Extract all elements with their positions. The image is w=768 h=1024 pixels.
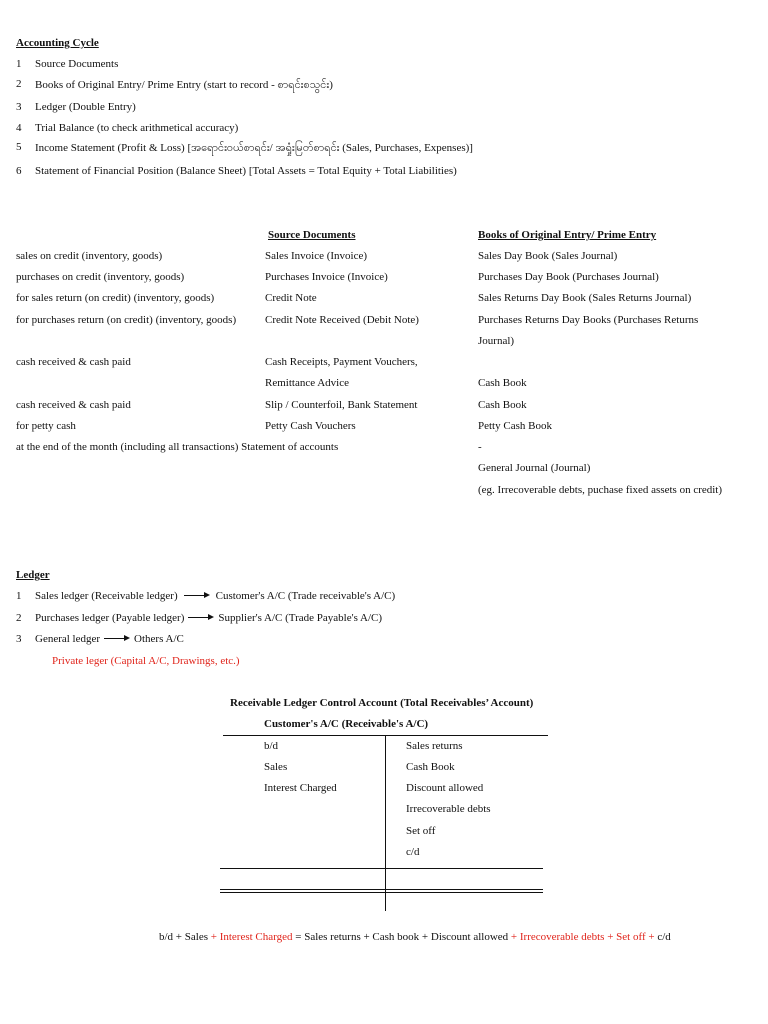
- cycle-item-number: 1: [16, 58, 22, 70]
- ledger-name: Sales ledger (Receivable ledger): [35, 590, 178, 602]
- private-ledger-note: Private leger (Capital A/C, Drawings, etc.): [52, 655, 240, 667]
- prime-entry-book-cell: Cash Book: [478, 399, 527, 411]
- prime-entry-book-cell: Sales Returns Day Book (Sales Returns Journal): [478, 292, 692, 304]
- credit-entry: Discount allowed: [406, 782, 484, 794]
- ledger-item-number: 2: [16, 612, 22, 624]
- control-account-title: Receivable Ledger Control Account (Total Receivables’ Account): [230, 697, 534, 709]
- debit-entry: b/d: [264, 740, 279, 752]
- cycle-item-1: [16, 58, 119, 70]
- source-document-cell: Slip / Counterfoil, Bank Statement: [265, 399, 418, 411]
- ledger-name: Purchases ledger (Payable ledger): [35, 612, 185, 624]
- balance-formula: [159, 931, 671, 943]
- source-document-cell: Credit Note Received (Debit Note): [265, 314, 419, 326]
- ledger-account: Customer's A/C (Trade receivable's A/C): [215, 590, 396, 602]
- right-arrow-icon: [184, 592, 210, 600]
- ledger-item-number: 1: [16, 590, 22, 602]
- credit-entry: Irrecoverable debts: [406, 803, 491, 815]
- debit-entry: Sales: [264, 761, 288, 773]
- ledger-item-row: [35, 612, 382, 624]
- cycle-item-text: Trial Balance (to check arithmetical accuracy): [35, 122, 239, 134]
- credit-entry: c/d: [406, 846, 420, 858]
- ledger-account: Supplier's A/C (Trade Payable's A/C): [218, 612, 383, 624]
- cycle-item-number: 2: [16, 78, 22, 90]
- formula-part: + Interest Charged: [210, 931, 293, 943]
- cycle-item-text: Source Documents: [35, 58, 119, 70]
- prime-entry-book-cell: Purchases Day Book (Purchases Journal): [478, 271, 659, 283]
- transaction-cell: for sales return (on credit) (inventory, goods): [16, 292, 215, 304]
- cycle-item-number: 6: [16, 165, 22, 177]
- formula-part: = Sales returns + Cash book + Discount allowed: [292, 931, 511, 943]
- transaction-cell: sales on credit (inventory, goods): [16, 250, 163, 262]
- t-account-double-rule-bottom: [220, 892, 543, 893]
- cycle-item-2: [16, 78, 333, 91]
- prime-entry-book-cell: Petty Cash Book: [478, 420, 552, 432]
- ledger-item-number: 3: [16, 633, 22, 645]
- transaction-cell: cash received & cash paid: [16, 399, 131, 411]
- transaction-cell: cash received & cash paid: [16, 356, 131, 368]
- transaction-cell: for petty cash: [16, 420, 76, 432]
- cycle-item-3: [16, 101, 136, 113]
- prime-entry-book-cell: Purchases Returns Day Books (Purchases Returns: [478, 314, 699, 326]
- transaction-cell: for purchases return (on credit) (inventory, goods): [16, 314, 237, 326]
- ledger-item-1: [16, 590, 396, 602]
- source-document-cell: Sales Invoice (Invoice): [265, 250, 368, 262]
- prime-entry-book-cell: Journal): [478, 335, 515, 347]
- ledger-heading: Ledger: [16, 569, 50, 581]
- transaction-cell: purchases on credit (inventory, goods): [16, 271, 185, 283]
- prime-entry-book-cell: -: [478, 441, 482, 453]
- source-document-cell: Petty Cash Vouchers: [265, 420, 356, 432]
- cycle-item-number: 5: [16, 141, 22, 153]
- ledger-item-row: [35, 590, 395, 602]
- right-arrow-icon: [104, 635, 130, 643]
- source-document-cell: Cash Receipts, Payment Vouchers,: [265, 356, 418, 368]
- ledger-item-3: [16, 633, 184, 645]
- prime-entry-book-cell: Cash Book: [478, 377, 527, 389]
- ledger-item-row: [35, 633, 184, 645]
- ledger-item-2: [16, 612, 383, 624]
- cycle-item-5: [16, 141, 473, 154]
- t-account-divider: [385, 735, 386, 911]
- cycle-item-text: Statement of Financial Position (Balance Sheet) [Total Assets = Total Equity + Total Liabilities): [35, 165, 457, 177]
- cycle-item-text: Income Statement (Profit & Loss) [အရောင်းဝယ်စာရင်း/ အရှုံးမြတ်စာရင်း (Sales, Purchases, Expenses)]: [35, 142, 473, 154]
- ledger-name: General ledger: [35, 633, 101, 645]
- prime-entry-book-cell: Sales Day Book (Sales Journal): [478, 250, 618, 262]
- cycle-item-6: [16, 165, 457, 177]
- prime-entry-book-cell: General Journal (Journal): [478, 462, 591, 474]
- t-account-double-rule-top: [220, 889, 543, 890]
- cycle-item-4: [16, 122, 239, 134]
- source-document-cell: Credit Note: [265, 292, 317, 304]
- cycle-item-text: Books of Original Entry/ Prime Entry (start to record - စာရင်းစသွင်း): [35, 79, 333, 91]
- source-documents-header: Source Documents: [268, 229, 356, 241]
- source-document-cell: Remittance Advice: [265, 377, 349, 389]
- debit-entry: Interest Charged: [264, 782, 337, 794]
- credit-entry: Sales returns: [406, 740, 463, 752]
- t-account-total-rule: [220, 868, 543, 869]
- ledger-account: Others A/C: [134, 633, 184, 645]
- credit-entry: Set off: [406, 825, 436, 837]
- formula-part: c/d: [654, 931, 671, 943]
- source-document-cell: Purchases Invoice (Invoice): [265, 271, 388, 283]
- control-account-subtitle: Customer's A/C (Receivable's A/C): [264, 718, 429, 730]
- formula-part: + Irrecoverable debts + Set off +: [510, 931, 655, 943]
- formula-part: b/d + Sales: [159, 931, 211, 943]
- books-of-original-entry-header: Books of Original Entry/ Prime Entry: [478, 229, 657, 241]
- credit-entry: Cash Book: [406, 761, 455, 773]
- accounting-cycle-heading: Accounting Cycle: [16, 37, 99, 49]
- transaction-cell: at the end of the month (including all transactions) Statement of accounts: [16, 441, 339, 453]
- right-arrow-icon: [188, 614, 214, 622]
- prime-entry-book-cell: (eg. Irrecoverable debts, puchase fixed assets on credit): [478, 484, 723, 496]
- cycle-item-number: 3: [16, 101, 22, 113]
- cycle-item-text: Ledger (Double Entry): [35, 101, 136, 113]
- cycle-item-number: 4: [16, 122, 22, 134]
